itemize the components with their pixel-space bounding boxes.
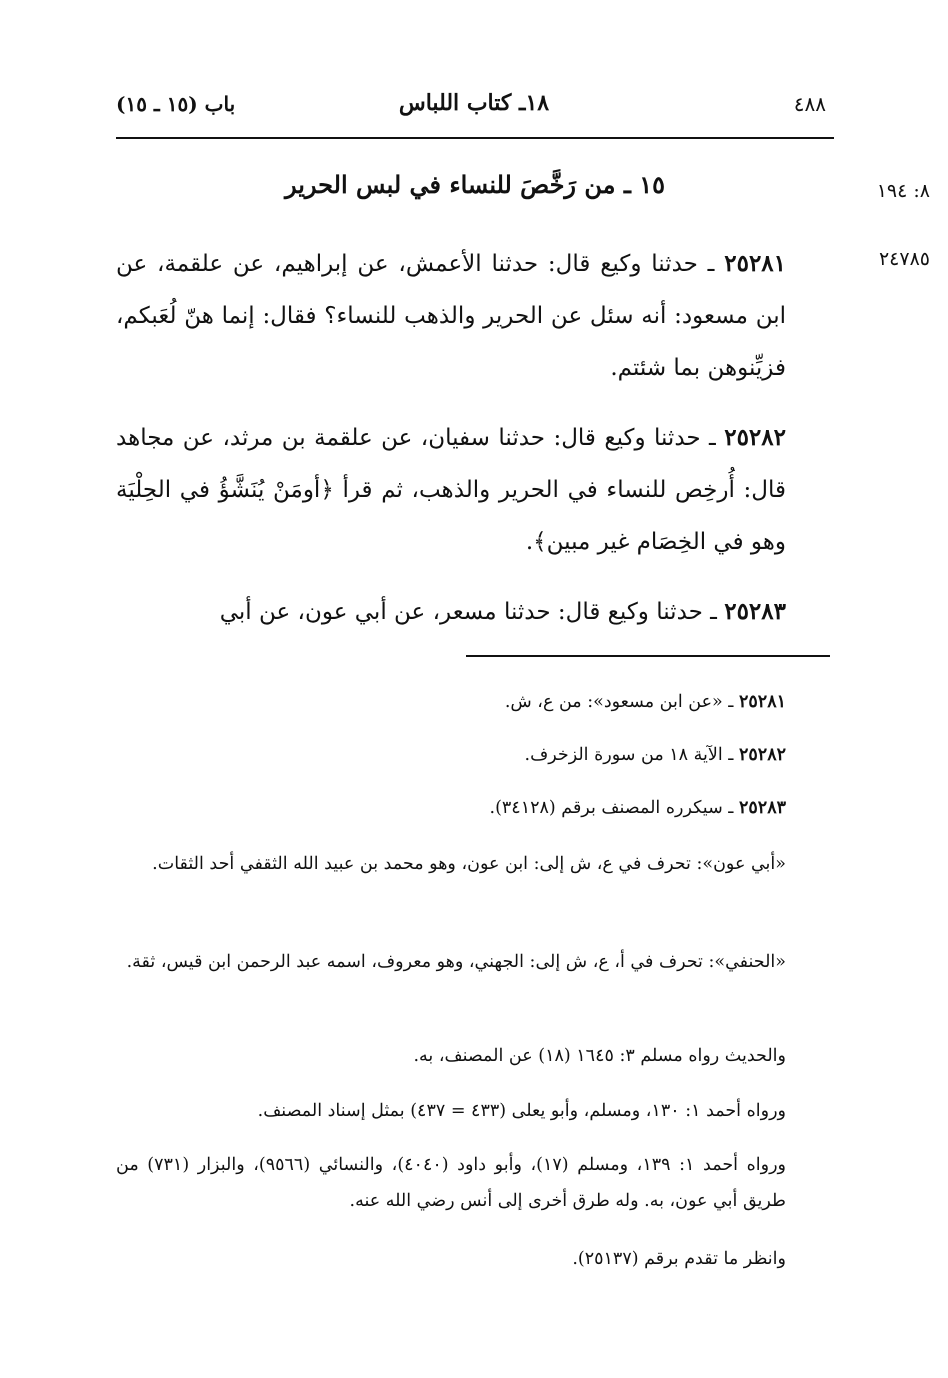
footnote-text: ورواه أحمد ١: ١٣٩، ومسلم (١٧)، وأبو داود (٤٠٤٠)، والنسائي (٩٥٦٦)، والبزار (٧٣١) من طريق أبي عون، به. وله طرق أخرى إلى أنس رضي الله عنه. [116,1155,787,1211]
footnote [116,1241,832,1277]
footnote-separator [466,655,830,657]
hadith-paragraph [116,586,832,638]
hadith-text: ـ حدثنا وكيع قال: حدثنا الأعمش، عن إبراهيم، عن علقمة، عن ابن مسعود: أنه سئل عن الحرير والذهب للنساء؟ فقال: إنما هنّ لُعَبكم، فزيِّنوهن بما شئتم. [116,251,786,381]
hadith-paragraph [116,412,832,568]
footnote [116,1093,832,1129]
footnote [116,737,832,773]
hadith-number: ٢٥٢٨١ [724,250,787,277]
section-heading: ١٥ ـ من رَخَّصَ للنساء في لبس الحرير [284,170,666,199]
page-number: ٤٨٨ [793,92,826,116]
footnote-text: والحديث رواه مسلم ٣: ١٦٤٥ (١٨) عن المصنف، به. [413,1046,786,1066]
footnote-text: وانظر ما تقدم برقم (٢٥١٣٧). [572,1249,786,1269]
hadith-text: ـ حدثنا وكيع قال: حدثنا مسعر، عن أبي عون، عن أبي [219,599,717,625]
hadith-number: ٢٥٢٨٢ [724,424,786,451]
footnote [116,944,832,980]
footnote [116,790,832,826]
footnote-text: «أبي عون»: تحرف في ع، ش إلى: ابن عون، وهو محمد بن عبيد الله الثقفي أحد الثقات. [152,854,786,874]
footnote-number: ٢٥٢٨١ [739,692,786,712]
footnote-text: ـ سيكرره المصنف برقم (٣٤١٢٨). [489,798,734,818]
footnote [116,1147,832,1219]
hadith-paragraph [116,238,832,394]
hadith-margin-ref: ٢٤٧٨٥ [878,248,930,270]
chapter-label: باب (١٥ ـ ١٥) [116,92,236,116]
footnote-text: ـ «عن ابن مسعود»: من ع، ش. [504,692,734,712]
footnote-text: ورواه أحمد ١: ١٣٠، ومسلم، وأبو يعلى (٤٣٣ = ٤٣٧) بمثل إسناد المصنف. [257,1101,786,1121]
section-margin-ref: ٨: ١٩٤ [876,180,930,202]
footnote [116,1038,832,1074]
footnote-number: ٢٥٢٨٢ [739,745,786,765]
header-rule [116,137,834,139]
footnote [116,684,832,720]
hadith-number: ٢٥٢٨٣ [724,598,786,625]
footnote [116,846,832,882]
hadith-text: ـ حدثنا وكيع قال: حدثنا سفيان، عن علقمة بن مرثد، عن مجاهد قال: أُرخِص للنساء في الحرير والذهب، ثم قرأ ﴿أومَنْ يُنَشَّؤُ في الحِلْيَة وهو في الخِصَام غير مبين﴾. [116,425,786,555]
book-title: ١٨ـ كتاب اللباس [398,90,550,116]
footnote-text: «الحنفي»: تحرف في أ، ع، ش إلى: الجهني، وهو معروف، اسمه عبد الرحمن ابن قيس، ثقة. [126,952,786,972]
footnote-number: ٢٥٢٨٣ [739,798,786,818]
footnote-text: ـ الآية ١٨ من سورة الزخرف. [524,745,734,765]
